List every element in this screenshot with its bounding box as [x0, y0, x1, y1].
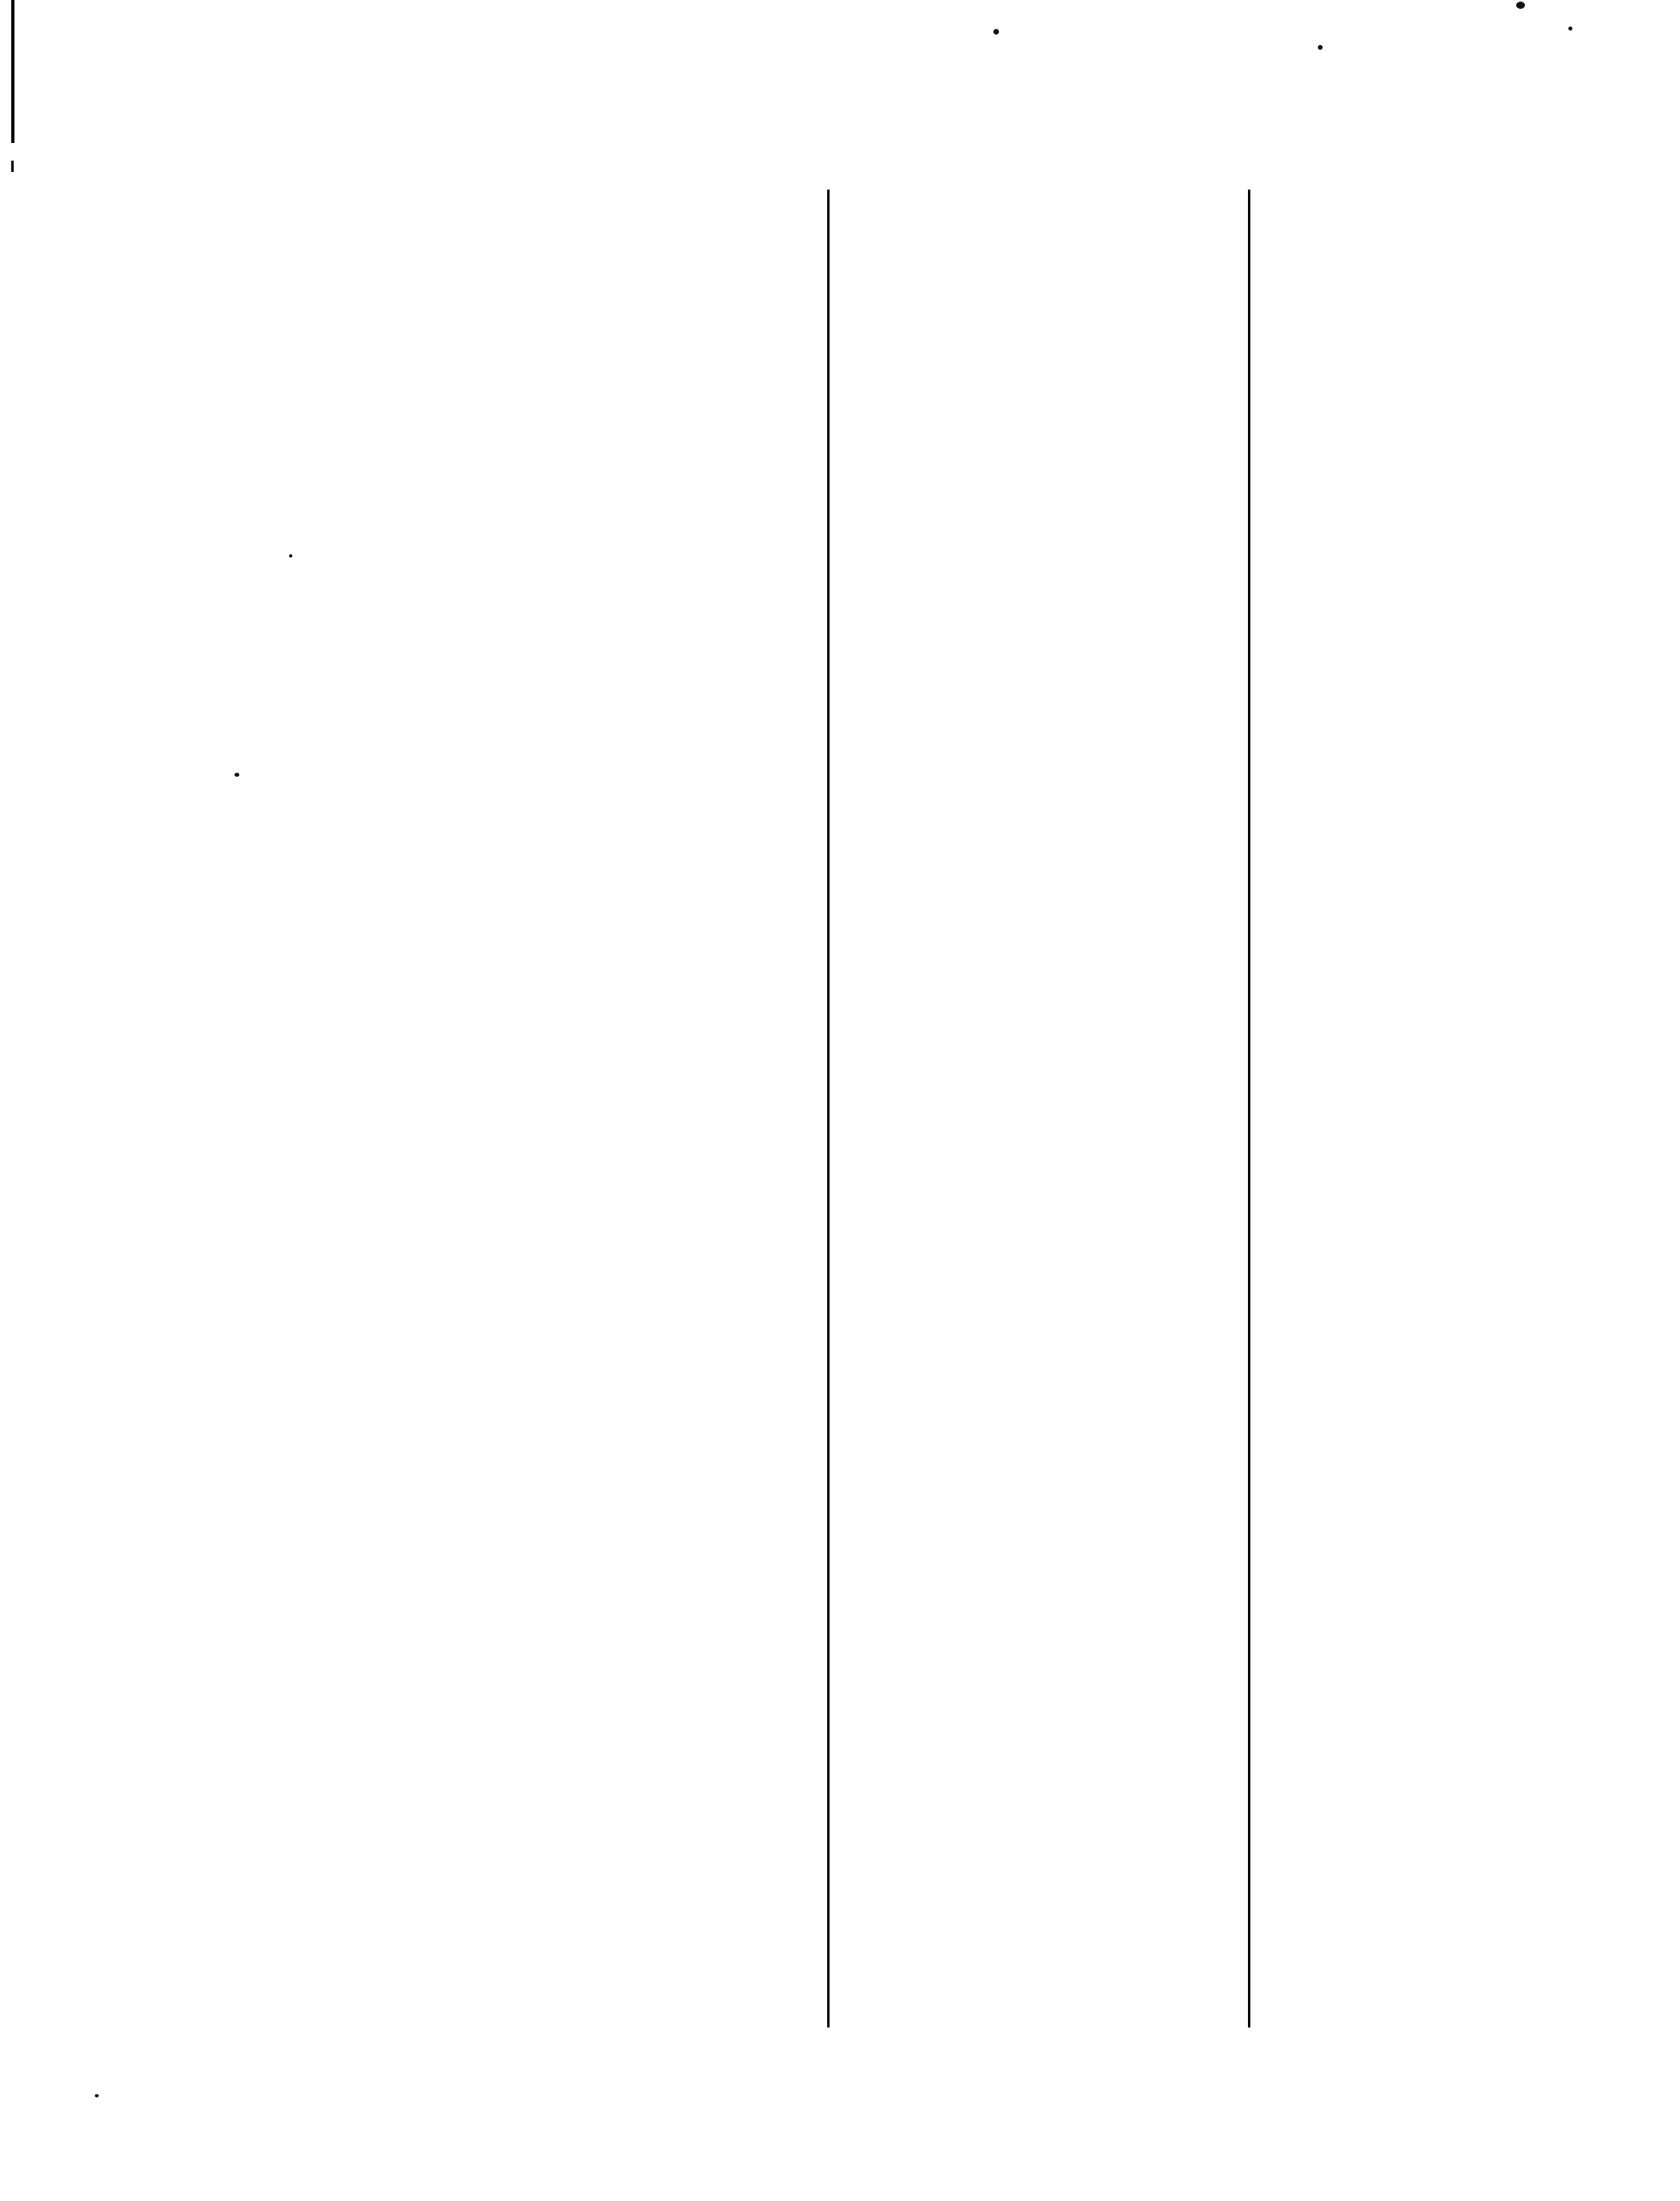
scan-speck: [1318, 45, 1323, 50]
scan-artifact-left-tick: [11, 161, 14, 172]
scan-speck: [1516, 2, 1525, 9]
scan-speck: [234, 773, 239, 777]
column-group-divider-2: [1248, 190, 1250, 2027]
scan-speck: [993, 29, 999, 35]
scan-artifact-left-bar: [11, 0, 14, 143]
scan-speck: [95, 2094, 99, 2097]
scan-speck: [289, 554, 292, 557]
column-group-divider-1: [827, 190, 830, 2027]
scan-speck: [1568, 27, 1572, 31]
